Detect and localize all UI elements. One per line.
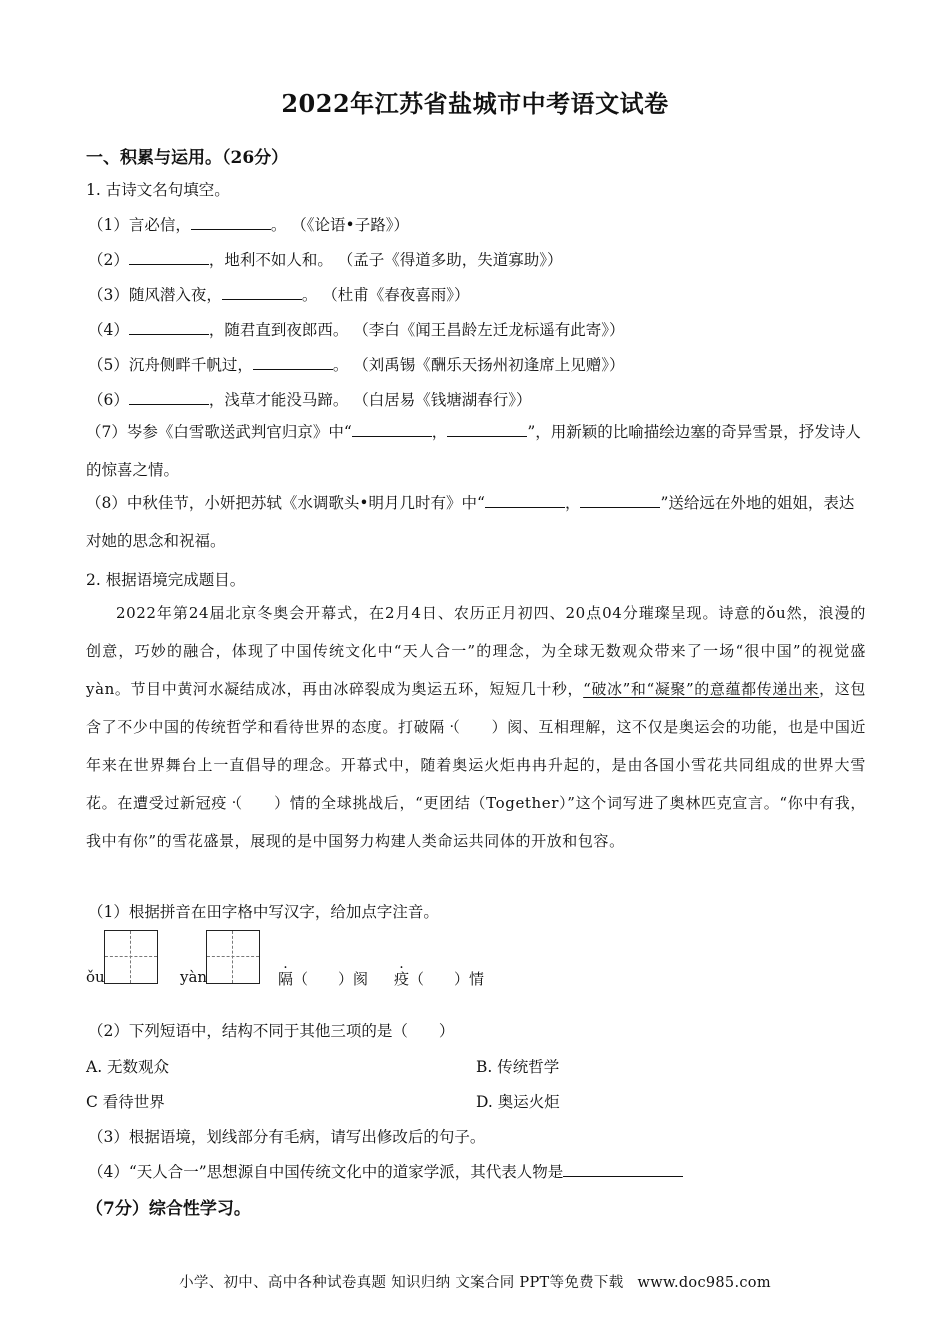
tianzige-box-1[interactable] [104, 930, 158, 984]
q1-item-4: （4） ，随君直到夜郎西。 （李白《闻王昌龄左迁龙标遥有此寄》） [88, 321, 625, 339]
tianzige-box-2[interactable] [206, 930, 260, 984]
tianzige-row: ǒu yàn 隔（ ）阂 疫（ ）情 [86, 930, 686, 990]
footer-url[interactable]: www.doc985.com [637, 1275, 771, 1291]
page-title: 2022年江苏省盐城市中考语文试卷 [281, 89, 669, 118]
option-c[interactable]: C 看待世界 [86, 1093, 165, 1111]
answer-blank[interactable] [352, 422, 432, 437]
q2-sub-4: （4）“天人合一”思想源自中国传统文化中的道家学派，其代表人物是 [88, 1160, 683, 1182]
question-1-stem: 1. 古诗文名句填空。 [86, 181, 230, 199]
q1-item-8: （8）中秋佳节，小妍把苏轼《水调歌头•明月几时有》中“ ， ”送给远在外地的姐姐，表达对她的思念和祝福。 [86, 494, 855, 550]
q1-item-1: （1）言必信， 。 （《论语•子路》） [88, 216, 409, 234]
q1-item-5: （5）沉舟侧畔千帆过， 。 （刘禹锡《酬乐天扬州初逢席上见赠》） [88, 356, 625, 374]
answer-blank[interactable] [447, 422, 527, 437]
dotted-char-yi-label: 疫 [394, 970, 410, 988]
dotted-char-ge: 隔 . [429, 718, 445, 736]
answer-blank[interactable] [580, 493, 660, 508]
q2-sub-2: （2）下列短语中，结构不同于其他三项的是（ ） [88, 1022, 455, 1040]
q1-item-7: （7）岑参《白雪歌送武判官归京》中“ ， ”，用新颖的比喻描绘边塞的奇异雪景，抒发诗人的惊喜之情。 [86, 423, 861, 479]
pinyin-yan: yàn [180, 968, 208, 986]
reading-passage: 2022年第24届北京冬奥会开幕式，在2月4日、农历正月初四、20点04分璀璨呈现。诗意的ǒu然，浪漫的创意，巧妙的融合，体现了中国传统文化中“天人合一”的理念，为全球无数观众带来了一场“很中国”的视觉盛yàn。节目中黄河水凝结成冰，再由冰碎裂成为奥运五环，短短几十秒，“破冰”和“凝聚”的意蕴都传递出来，这包含了不少中国的传统哲学和看待世界的态度。打破隔 .（ ）阂、互相理解，这不仅是奥运会的功能，也是中国近年来在世界舞台上一直倡导的理念。开幕式中，随着奥运火炬冉冉升起的，是由各国小雪花共同组成的世界大雪花。在遭受过新冠疫 .（ ）情的全球挑战后，“更团结（Together）”这个词写进了奥林匹克宣言。“你中有我，我中有你”的雪花盛景，展现的是中国努力构建人类命运共同体的开放和包容。 [86, 594, 866, 860]
q1-item-6: （6） ，浅草才能没马蹄。 （白居易《钱塘湖春行》） [88, 391, 532, 409]
q2-sub-3: （3）根据语境，划线部分有毛病，请写出修改后的句子。 [88, 1128, 486, 1146]
section-heading-2: （7分）综合性学习。 [86, 1199, 251, 1219]
pinyin-ou: ǒu [86, 968, 105, 986]
answer-blank[interactable] [222, 285, 302, 300]
page-footer [0, 1271, 950, 1292]
question-2-stem: 2. 根据语境完成题目。 [86, 571, 246, 589]
answer-blank[interactable] [485, 493, 565, 508]
dotted-char-ge-label: 隔 [278, 970, 294, 988]
answer-blank[interactable] [129, 320, 209, 335]
answer-blank[interactable] [129, 250, 209, 265]
option-b[interactable]: B. 传统哲学 [476, 1058, 560, 1076]
q2-sub-1: （1）根据拼音在田字格中写汉字，给加点字注音。 [88, 903, 439, 921]
footer-text: 小学、初中、高中各种试卷真题 知识归纳 文案合同 PPT等免费下载 [179, 1275, 624, 1291]
answer-blank[interactable] [129, 390, 209, 405]
q1-item-3: （3）随风潜入夜， 。 （杜甫《春夜喜雨》） [88, 286, 470, 304]
underlined-sentence: “破冰”和“凝聚”的意蕴都传递出来 [583, 680, 820, 698]
dotted-char-yi: 疫 . [211, 794, 227, 812]
answer-blank[interactable] [563, 1162, 683, 1177]
option-d[interactable]: D. 奥运火炬 [476, 1093, 560, 1111]
answer-blank[interactable] [191, 215, 271, 230]
option-a[interactable]: A. 无数观众 [86, 1058, 170, 1076]
answer-blank[interactable] [253, 355, 333, 370]
q1-item-2: （2） ，地利不如人和。 （孟子《得道多助，失道寡助》） [88, 251, 563, 269]
section-heading-1: 一、积累与运用。（26分） [86, 148, 289, 168]
